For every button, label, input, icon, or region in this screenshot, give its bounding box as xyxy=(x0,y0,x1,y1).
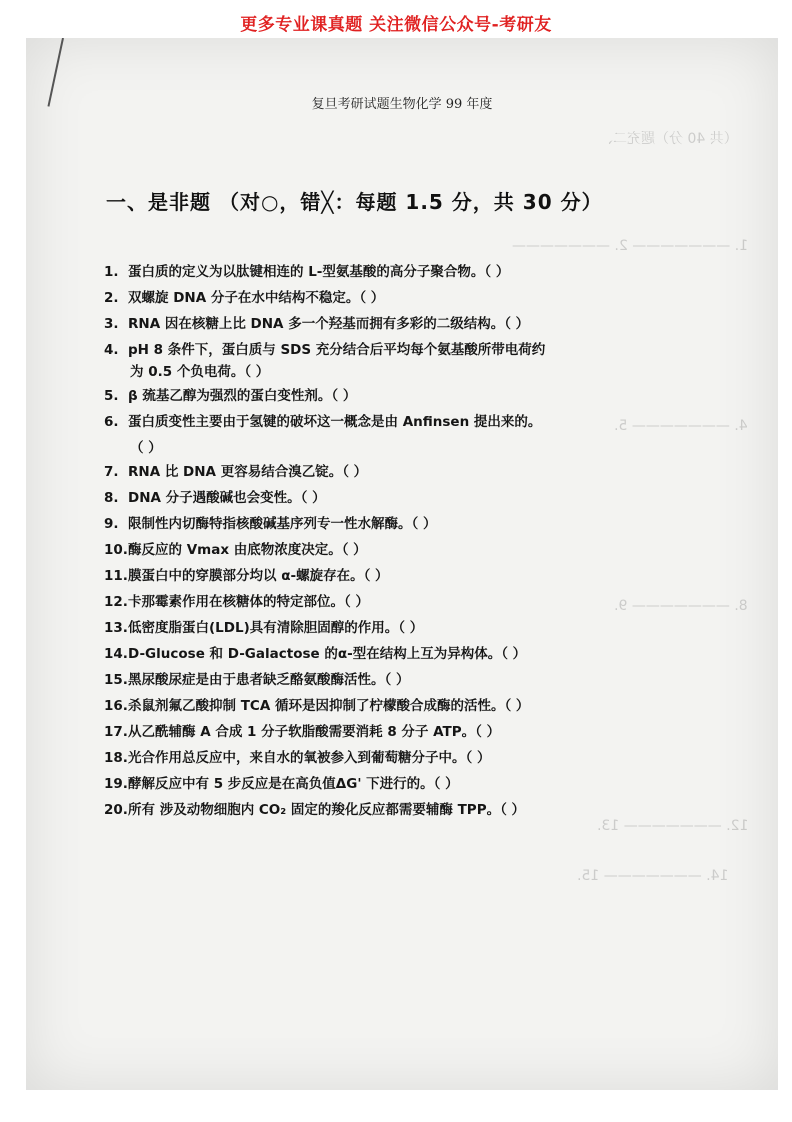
question-text: 低密度脂蛋白(LDL)具有清除胆固醇的作用。（ ） xyxy=(128,620,424,636)
question-16 xyxy=(104,694,529,714)
question-20 xyxy=(104,798,525,818)
question-number: 14. xyxy=(104,646,128,662)
question-9 xyxy=(104,512,436,532)
question-8 xyxy=(104,486,326,506)
bleed-through: 8. ——————— 9. xyxy=(614,598,748,614)
question-text: 蛋白质的定义为以肽键相连的 L-型氨基酸的高分子聚合物。（ ） xyxy=(128,264,510,280)
question-text: 双螺旋 DNA 分子在水中结构不稳定。（ ） xyxy=(128,290,385,306)
question-number: 2. xyxy=(104,290,119,306)
question-2 xyxy=(104,286,384,306)
question-number: 12. xyxy=(104,594,128,610)
question-4-continuation: 为 0.5 个负电荷。（ ） xyxy=(130,364,270,380)
question-number: 17. xyxy=(104,724,128,740)
banner-text: 更多专业课真题 关注微信公众号-考研友 xyxy=(240,15,552,35)
question-11 xyxy=(104,564,389,584)
question-number: 6. xyxy=(104,414,119,430)
question-6 xyxy=(104,410,541,430)
question-text: β 巯基乙醇为强烈的蛋白变性剂。（ ） xyxy=(128,388,357,404)
question-4 xyxy=(104,338,545,358)
question-text: D-Glucose 和 D-Galactose 的α-型在结构上互为异构体。（ ） xyxy=(128,646,527,662)
question-5 xyxy=(104,384,356,404)
question-number: 8. xyxy=(104,490,119,506)
question-14 xyxy=(104,642,526,662)
question-number: 20. xyxy=(104,802,128,818)
question-number: 10. xyxy=(104,542,128,558)
question-number: 4. xyxy=(104,342,119,358)
question-15 xyxy=(104,668,409,688)
question-number: 13. xyxy=(104,620,128,636)
question-12 xyxy=(104,590,369,610)
question-text: 酶反应的 Vmax 由底物浓度决定。（ ） xyxy=(128,542,367,558)
bleed-through: 1. ——————— 2. ——————— xyxy=(511,238,748,254)
question-text: 膜蛋白中的穿膜部分均以 α-螺旋存在。（ ） xyxy=(128,568,389,584)
question-text: pH 8 条件下，蛋白质与 SDS 充分结合后平均每个氨基酸所带电荷约 xyxy=(128,342,546,358)
question-text: 限制性内切酶特指核酸碱基序列专一性水解酶。（ ） xyxy=(128,516,437,532)
question-number: 19. xyxy=(104,776,128,792)
question-6-continuation: （ ） xyxy=(130,440,162,456)
question-text: RNA 比 DNA 更容易结合溴乙锭。（ ） xyxy=(128,464,368,480)
question-text: 杀鼠剂氟乙酸抑制 TCA 循环是因抑制了柠檬酸合成酶的活性。（ ） xyxy=(128,698,530,714)
bleed-through: 14. ——————— 15. xyxy=(576,868,728,884)
bleed-through: 12. ——————— 13. xyxy=(596,818,748,834)
question-text: 黑尿酸尿症是由于患者缺乏酪氨酸酶活性。（ ） xyxy=(128,672,410,688)
question-19 xyxy=(104,772,459,792)
question-number: 18. xyxy=(104,750,128,766)
question-number: 9. xyxy=(104,516,119,532)
question-text: 从乙酰辅酶 A 合成 1 分子软脂酸需要消耗 8 分子 ATP。（ ） xyxy=(128,724,501,740)
question-number: 16. xyxy=(104,698,128,714)
question-7 xyxy=(104,460,367,480)
question-text: 所有 涉及动物细胞内 CO₂ 固定的羧化反应都需要辅酶 TPP。（ ） xyxy=(128,802,526,818)
document-title: 复旦考研试题生物化学 99 年度 xyxy=(311,97,493,112)
question-17 xyxy=(104,720,500,740)
question-10 xyxy=(104,538,367,558)
question-text: RNA 因在核糖上比 DNA 多一个羟基而拥有多彩的二级结构。（ ） xyxy=(128,316,530,332)
bleed-through: （共 40 分）题充二、 xyxy=(599,131,738,147)
question-text: 酵解反应中有 5 步反应是在高负值ΔG' 下进行的。（ ） xyxy=(128,776,459,792)
section-title: 一、是非题 （对○，错╳：每题 1.5 分，共 30 分） xyxy=(106,190,603,214)
question-text: 蛋白质变性主要由于氢键的破坏这一概念是由 Anfinsen 提出来的。 xyxy=(128,414,542,430)
question-text: DNA 分子遇酸碱也会变性。（ ） xyxy=(128,490,326,506)
question-1 xyxy=(104,260,509,280)
question-number: 7. xyxy=(104,464,119,480)
question-text: 光合作用总反应中，来自水的氧被参入到葡萄糖分子中。（ ） xyxy=(128,750,491,766)
question-text: 卡那霉素作用在核糖体的特定部位。（ ） xyxy=(128,594,369,610)
question-number: 11. xyxy=(104,568,128,584)
question-13 xyxy=(104,616,423,636)
question-18 xyxy=(104,746,490,766)
question-number: 1. xyxy=(104,264,119,280)
question-3 xyxy=(104,312,529,332)
question-number: 15. xyxy=(104,672,128,688)
question-number: 5. xyxy=(104,388,119,404)
scanned-page xyxy=(26,38,778,1090)
bleed-through: 4. ——————— 5. xyxy=(614,418,748,434)
question-number: 3. xyxy=(104,316,119,332)
